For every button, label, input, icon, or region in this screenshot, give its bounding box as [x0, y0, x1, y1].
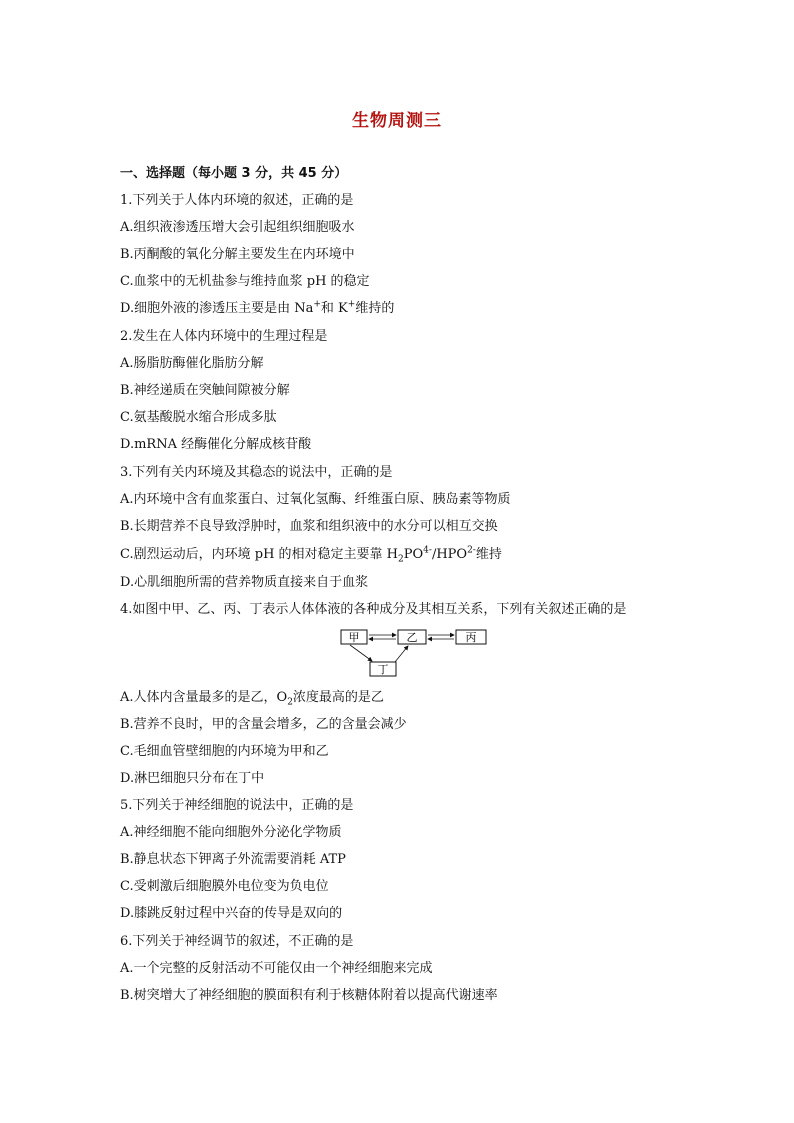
section-heading: 一、选择题（每小题 3 分，共 45 分）: [120, 166, 348, 181]
question-3-option-c: [120, 547, 502, 563]
question-2-stem: 2.发生在人体内环境中的生理过程是: [120, 329, 328, 344]
q4-a-text-1: A.人体内含量最多的是乙，O: [120, 690, 288, 705]
question-4-stem: 4.如图中甲、乙、丙、丁表示人体体液的各种成分及其相互关系，下列有关叙述正确的是: [120, 602, 627, 617]
question-2-option-d: D.mRNA 经酶催化分解成核苷酸: [120, 437, 312, 452]
q1-d-text-2: 和 K: [320, 301, 348, 316]
question-6-stem: 6.下列关于神经调节的叙述，不正确的是: [120, 934, 354, 949]
label-jia: 甲: [348, 631, 360, 644]
arrow-jia-to-ding: [350, 645, 372, 661]
question-3-option-d: D.心肌细胞所需的营养物质直接来自于血浆: [120, 575, 369, 590]
question-6-option-a: A.一个完整的反射活动不可能仅由一个神经细胞来完成: [120, 961, 433, 976]
q3-c-text-1: C.剧烈运动后，内环境 pH 的相对稳定主要靠 H: [120, 547, 399, 562]
q3-c-sub: 2: [398, 554, 404, 565]
question-1-option-a: A.组织液渗透压增大会引起组织细胞吸水: [120, 220, 355, 235]
q3-c-sup-1: 4-: [423, 545, 432, 556]
q3-c-text-2: PO: [403, 547, 424, 562]
q1-d-text-3: 维持的: [355, 301, 395, 316]
question-1-stem: 1.下列关于人体内环境的叙述，正确的是: [120, 193, 354, 208]
question-5-option-c: C.受刺激后细胞膜外电位变为负电位: [120, 879, 329, 894]
label-ding: 丁: [377, 663, 389, 676]
question-5-stem: 5.下列关于神经细胞的说法中，正确的是: [120, 798, 354, 813]
question-2-option-b: B.神经递质在突触间隙被分解: [120, 383, 290, 398]
page-title: 生物周测三: [352, 111, 442, 131]
q1-d-sup-1: +: [313, 299, 321, 310]
body-fluid-diagram: [340, 628, 490, 680]
question-5-option-b: B.静息状态下钾离子外流需要消耗 ATP: [120, 852, 346, 867]
question-4-option-c: C.毛细血管壁细胞的内环境为甲和乙: [120, 744, 329, 759]
question-2-option-a: A.肠脂肪酶催化脂肪分解: [120, 356, 264, 371]
question-3-stem: 3.下列有关内环境及其稳态的说法中，正确的是: [120, 465, 393, 480]
question-4-option-d: D.淋巴细胞只分布在丁中: [120, 771, 265, 786]
question-4-option-a: [120, 690, 384, 706]
q3-c-text-3: /HPO: [431, 547, 468, 562]
question-3-option-a: A.内环境中含有血浆蛋白、过氧化氢酶、纤维蛋白原、胰岛素等物质: [120, 492, 511, 507]
question-4-option-b: B.营养不良时，甲的含量会增多，乙的含量会减少: [120, 717, 407, 732]
arrow-ding-to-yi: [395, 646, 408, 662]
q1-d-sup-2: +: [347, 299, 356, 310]
question-6-option-b: B.树突增大了神经细胞的膜面积有利于核糖体附着以提高代谢速率: [120, 988, 498, 1003]
question-3-option-b: B.长期营养不良导致浮肿时，血浆和组织液中的水分可以相互交换: [120, 519, 498, 534]
q1-d-text-1: D.细胞外液的渗透压主要是由 Na: [120, 301, 314, 316]
question-2-option-c: C.氨基酸脱水缩合形成多肽: [120, 410, 277, 425]
question-5-option-a: A.神经细胞不能向细胞外分泌化学物质: [120, 825, 342, 840]
q4-a-text-2: 浓度最高的是乙: [292, 690, 384, 705]
q3-c-text-4: 维持: [475, 547, 502, 562]
question-1-option-d: [120, 301, 394, 317]
question-5-option-d: D.膝跳反射过程中兴奋的传导是双向的: [120, 906, 343, 921]
q4-a-sub: 2: [287, 697, 293, 708]
label-bing: 丙: [465, 631, 477, 644]
question-1-option-c: C.血浆中的无机盐参与维持血浆 pH 的稳定: [120, 274, 370, 289]
question-1-option-b: B.丙酮酸的氧化分解主要发生在内环境中: [120, 247, 355, 262]
label-yi: 乙: [406, 631, 418, 644]
q3-c-sup-2: 2-: [467, 545, 476, 556]
